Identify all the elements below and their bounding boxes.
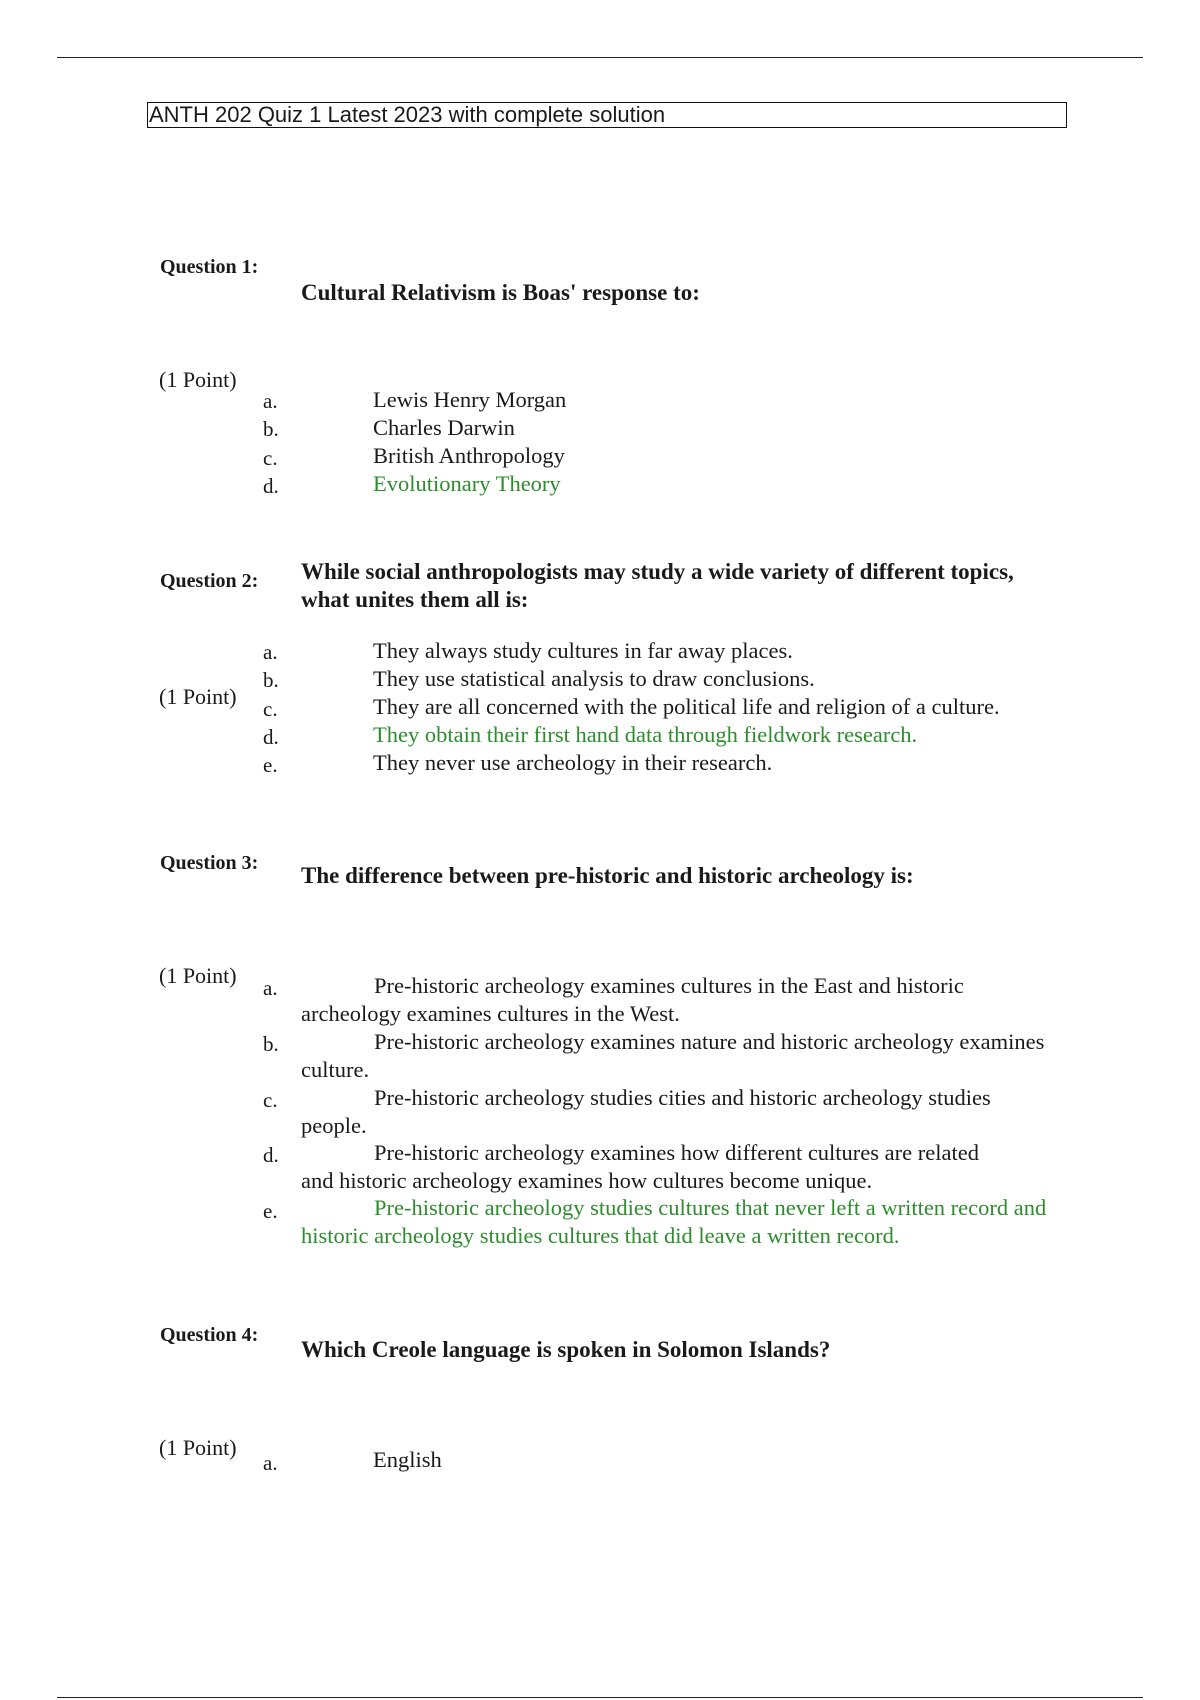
q4-option-a: English [373, 1447, 442, 1472]
q3-option-c: Pre-historic archeology studies cities and historic archeology studies people. [301, 1085, 991, 1138]
question-2-label: Question 2: [160, 570, 259, 592]
q3-option-e-correct: Pre-historic archeology studies cultures that never left a written record and historic archeology studies cultures that did leave a written record. [301, 1195, 1047, 1248]
question-2-points: (1 Point) [159, 684, 237, 709]
bottom-rule [57, 1697, 1143, 1698]
question-4-text: Which Creole language is spoken in Solomon Islands? [301, 1337, 831, 1362]
q3-option-a-letter: a. [263, 976, 278, 1000]
q2-option-b: They use statistical analysis to draw conclusions. [373, 666, 815, 691]
q1-option-a: Lewis Henry Morgan [373, 387, 567, 412]
question-1-points: (1 Point) [159, 367, 237, 392]
q2-option-d-letter: d. [263, 725, 279, 749]
question-1-text: Cultural Relativism is Boas' response to: [301, 280, 700, 305]
question-2-text-line2: what unites them all is: [301, 587, 529, 612]
q3-option-b: Pre-historic archeology examines nature and historic archeology examines culture. [301, 1029, 1045, 1082]
question-3-label: Question 3: [160, 852, 259, 874]
q3-option-b-letter: b. [263, 1032, 279, 1056]
q2-option-a: They always study cultures in far away places. [373, 638, 793, 663]
q2-option-e-letter: e. [263, 753, 278, 777]
q1-option-d-correct: Evolutionary Theory [373, 471, 561, 496]
q1-option-b-letter: b. [263, 417, 279, 441]
q1-option-a-letter: a. [263, 389, 278, 413]
q1-option-c-letter: c. [263, 446, 278, 470]
q1-option-c: British Anthropology [373, 443, 565, 468]
top-rule [57, 57, 1143, 58]
q2-option-c: They are all concerned with the political life and religion of a culture. [373, 694, 1000, 719]
q2-option-c-letter: c. [263, 697, 278, 721]
q2-option-d-correct: They obtain their first hand data through fieldwork research. [373, 722, 918, 747]
q2-option-e: They never use archeology in their research. [373, 750, 773, 775]
q3-option-c-letter: c. [263, 1088, 278, 1112]
q4-option-a-letter: a. [263, 1451, 278, 1475]
q3-option-d: Pre-historic archeology examines how different cultures are related and historic archeology examines how cultures become unique. [301, 1140, 979, 1193]
q3-option-a: Pre-historic archeology examines cultures in the East and historic archeology examines cultures in the West. [301, 973, 964, 1026]
question-3-points: (1 Point) [159, 963, 237, 988]
question-1-label: Question 1: [160, 256, 259, 278]
question-2-text-line1: While social anthropologists may study a wide variety of different topics, [301, 559, 1014, 584]
q2-option-b-letter: b. [263, 668, 279, 692]
q3-option-d-letter: d. [263, 1143, 279, 1167]
question-4-points: (1 Point) [159, 1435, 237, 1460]
q1-option-b: Charles Darwin [373, 415, 515, 440]
question-3-text: The difference between pre-historic and historic archeology is: [301, 863, 914, 888]
question-4-label: Question 4: [160, 1324, 259, 1346]
q2-option-a-letter: a. [263, 640, 278, 664]
q3-option-e-letter: e. [263, 1199, 278, 1223]
q1-option-d-letter: d. [263, 474, 279, 498]
document-title: ANTH 202 Quiz 1 Latest 2023 with complete solution [147, 102, 1067, 128]
